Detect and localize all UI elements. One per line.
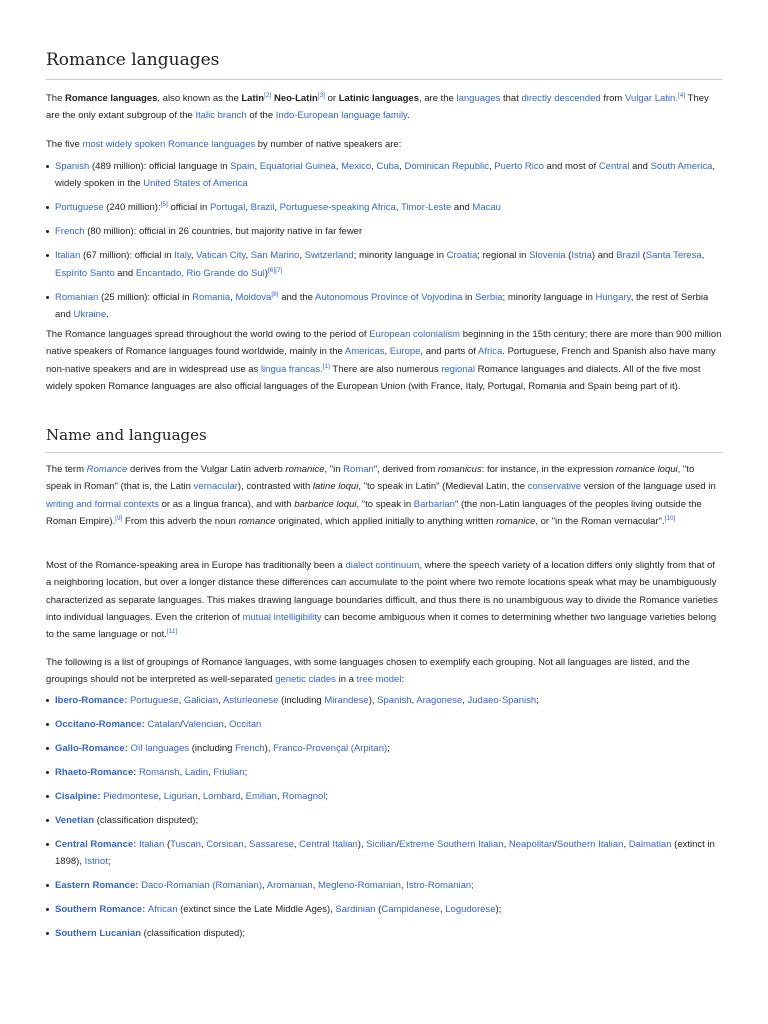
link-aragonese[interactable]: Aragonese <box>416 695 463 706</box>
text-run: , <box>274 202 280 214</box>
link-franco-proven-al-arpitan[interactable]: Franco-Provençal (Arpitan) <box>273 742 388 754</box>
text-run: , <box>335 161 342 172</box>
link-punct[interactable]: : <box>97 790 104 802</box>
link-italian[interactable]: Italian <box>138 838 165 850</box>
link-punct[interactable]: : <box>142 904 148 916</box>
link-encantado-rio-grande-do-sul[interactable]: Encantado, Rio Grande do Sul <box>135 267 265 279</box>
link-cisalpine[interactable]: Cisalpine <box>55 790 98 802</box>
link-esp-rito-santo[interactable]: Espírito Santo <box>55 267 115 279</box>
bold-term: Latin <box>241 93 265 104</box>
text-run: , <box>462 695 468 706</box>
link-spanish[interactable]: Spanish <box>377 695 412 706</box>
link-asturleonese[interactable]: Asturleonese <box>222 695 279 706</box>
text-run: , <box>395 202 401 214</box>
text-run: , also known as the <box>157 93 242 104</box>
list-item <box>46 158 722 193</box>
link-friulian[interactable]: Friulian <box>213 766 245 778</box>
text-run: ; <box>387 742 390 754</box>
intro-paragraph-2 <box>46 136 722 153</box>
speaker-list <box>46 158 722 330</box>
link-punct[interactable]: : <box>124 695 130 706</box>
link-portuguese[interactable]: Portuguese <box>55 202 104 214</box>
text-run: ), contrasted with <box>237 481 313 493</box>
text-run: , <box>399 161 405 172</box>
text-run: official in <box>167 202 210 214</box>
list-item <box>46 764 722 781</box>
text-run: ); <box>495 904 502 916</box>
link-ligurian[interactable]: Ligurian <box>163 790 198 802</box>
text-run: , <box>240 790 246 802</box>
link-lombard[interactable]: Lombard <box>202 790 241 802</box>
link-central-romance[interactable]: Central Romance <box>55 838 134 850</box>
link-neapolitan[interactable]: Neapolitan <box>508 838 555 850</box>
citation-ref[interactable]: [4] <box>677 91 686 99</box>
link-mexico[interactable]: Mexico <box>341 161 372 172</box>
text-run: , "to speak in <box>356 498 414 510</box>
link-dialect-continuum[interactable]: dialect continuum <box>345 560 420 571</box>
link-central-italian[interactable]: Central Italian <box>299 838 358 850</box>
text-run: The <box>46 93 66 104</box>
link-punct[interactable]: . <box>320 363 323 375</box>
text-run: ; regional in <box>477 250 530 262</box>
text-run: can become ambiguous when it comes to determining whether two language varieties belong to the same language or not. <box>46 611 717 641</box>
text-run: / <box>554 838 557 850</box>
link-gallo-romance[interactable]: Gallo-Romance <box>55 742 125 754</box>
text-run: , <box>178 695 184 706</box>
text-run: from <box>600 93 625 104</box>
text-run: of the <box>246 110 276 122</box>
link-dalmatian[interactable]: Dalmatian <box>628 838 672 850</box>
text-run: and <box>114 267 136 279</box>
link-puerto-rico[interactable]: Puerto Rico <box>494 161 544 172</box>
link-africa[interactable]: Africa <box>478 346 503 358</box>
link-americas[interactable]: Americas <box>344 346 385 358</box>
text-run: They are the only extant subgroup of the <box>46 93 709 122</box>
link-lingua-francas[interactable]: lingua francas <box>260 363 321 375</box>
list-item <box>46 925 722 942</box>
link-regional[interactable]: regional <box>441 363 476 375</box>
text-run: (240 million): <box>103 202 161 214</box>
etymology-paragraph <box>46 461 722 530</box>
link-cuba[interactable]: Cuba <box>376 161 400 172</box>
text-run: , <box>243 838 249 850</box>
text-run: and most of <box>543 161 599 172</box>
italic-term: romanicus <box>437 464 482 475</box>
link-slovenia[interactable]: Slovenia <box>529 250 566 262</box>
link-extreme-southern-italian[interactable]: Extreme Southern Italian <box>399 838 504 850</box>
link-logudorese[interactable]: Logudorese <box>445 904 496 916</box>
link-croatia[interactable]: Croatia <box>446 250 478 262</box>
text-run: , <box>371 161 377 172</box>
text-run: ( <box>375 904 382 916</box>
link-punct[interactable]: : <box>124 742 131 754</box>
text-run: , <box>197 790 203 802</box>
link-romanian[interactable]: Romanian <box>55 291 99 303</box>
text-run: Most of the Romance-speaking area in Europe has traditionally been a <box>46 560 346 571</box>
text-run: beginning in the 15th century; there are more than 900 million native speakers of Romance languages found worldwide, mainly in the <box>46 329 722 358</box>
link-ladin[interactable]: Ladin <box>184 766 209 778</box>
italic-term: romanice <box>496 515 536 527</box>
text-run: (extinct since the Late Middle Ages), <box>177 904 336 916</box>
text-run: , <box>439 904 446 916</box>
link-punct[interactable]: : <box>141 718 148 730</box>
link-languages[interactable]: languages <box>456 93 501 104</box>
link-rhaeto-romance[interactable]: Rhaeto-Romance <box>55 766 134 778</box>
link-portuguese[interactable]: Portuguese <box>129 695 179 706</box>
link-campidanese[interactable]: Campidanese <box>381 904 440 916</box>
link-venetian[interactable]: Venetian <box>55 814 95 826</box>
list-item <box>46 223 722 240</box>
text-run: , <box>411 695 417 706</box>
text-run: (67 million): official in <box>80 250 175 262</box>
citation-ref[interactable]: [11] <box>166 628 178 636</box>
link-roman[interactable]: Roman <box>343 464 374 475</box>
link-autonomous-province-of-vojvodina[interactable]: Autonomous Province of Vojvodina <box>315 291 463 303</box>
link-istria[interactable]: Istria <box>571 250 592 262</box>
link-southern-lucanian[interactable]: Southern Lucanian <box>55 928 142 940</box>
link-ukraine[interactable]: Ukraine <box>73 308 107 320</box>
bold-term: Romance languages <box>65 93 158 104</box>
intro-paragraph <box>46 90 722 125</box>
link-emilian[interactable]: Emilian <box>245 790 277 802</box>
text-run: , widely spoken in the <box>55 161 716 190</box>
text-run: / <box>180 718 183 730</box>
link-writing-and-formal-contexts[interactable]: writing and formal contexts <box>46 498 159 510</box>
text-run: , <box>701 250 705 262</box>
link-barbarian[interactable]: Barbarian <box>413 498 455 510</box>
link-vatican-city[interactable]: Vatican City <box>196 250 246 262</box>
link-dominican-republic[interactable]: Dominican Republic <box>404 161 489 172</box>
text-run: . <box>106 308 109 320</box>
spread-paragraph <box>46 326 722 395</box>
link-genetic-clades[interactable]: genetic clades <box>275 674 336 686</box>
text-run: , and parts of <box>420 346 478 358</box>
text-run: (classification disputed); <box>141 928 246 940</box>
list-item <box>46 716 722 733</box>
link-valencian[interactable]: Valencian <box>182 718 224 730</box>
link-vulgar-latin[interactable]: Vulgar Latin <box>624 93 676 104</box>
text-run: ; <box>536 695 539 706</box>
link-spanish[interactable]: Spanish <box>55 161 90 172</box>
link-punct[interactable]: : <box>135 880 142 892</box>
text-run: : <box>401 674 405 686</box>
text-run: (25 million): official in <box>98 291 193 303</box>
text-run: (classification disputed); <box>94 814 199 826</box>
link-united-states-of-america[interactable]: United States of America <box>143 178 248 190</box>
text-run: The Romance languages spread throughout the world owing to the period of <box>46 329 370 340</box>
text-run: derives from the Vulgar Latin adverb <box>127 464 286 475</box>
link-punct[interactable]: . <box>675 93 678 104</box>
text-run: (including <box>189 742 236 754</box>
text-run: version of the language used in <box>581 481 716 493</box>
link-italic-branch[interactable]: Italic branch <box>195 110 247 122</box>
link-european-colonialism[interactable]: European colonialism <box>369 329 461 340</box>
link-south-america[interactable]: South America <box>650 161 713 172</box>
link-equatorial-guinea[interactable]: Equatorial Guinea <box>259 161 336 172</box>
link-daco-romanian-romanian[interactable]: Daco-Romanian (Romanian) <box>141 880 262 892</box>
text-run: ), <box>368 695 378 706</box>
italic-term: romanice <box>285 464 325 475</box>
text-run: originated, which applied initially to anything written <box>275 515 497 527</box>
italic-term: latine loqui <box>312 481 359 493</box>
text-run: , <box>503 838 509 850</box>
citation-ref[interactable]: [3] <box>317 91 325 99</box>
text-run: , <box>312 880 318 892</box>
text-run: , "to speak in Latin" (Medieval Latin, the <box>358 481 528 493</box>
section-heading-name-and-languages: Name and languages <box>46 426 207 444</box>
link-romania[interactable]: Romania <box>192 291 231 303</box>
link-indo-european-language-family[interactable]: Indo-European language family <box>275 110 408 122</box>
link-central[interactable]: Central <box>598 161 630 172</box>
text-run: The five <box>46 139 83 150</box>
link-romance[interactable]: Romance <box>86 464 128 475</box>
link-moldova[interactable]: Moldova <box>235 291 272 303</box>
text-run: . <box>407 110 410 122</box>
italic-term: romanice loqui <box>615 464 678 475</box>
link-tree-model[interactable]: tree model <box>356 674 402 686</box>
link-punct[interactable]: ; <box>471 880 474 892</box>
bold-term: Neo-Latin <box>273 93 318 104</box>
link-timor-leste[interactable]: Timor-Leste <box>400 202 452 214</box>
text-run: " (the non-Latin languages of the peoples living outside the Roman Empire). <box>46 498 702 527</box>
text-run: in a <box>335 674 357 686</box>
link-piedmontese[interactable]: Piedmontese <box>103 790 159 802</box>
link-portuguese-speaking-africa[interactable]: Portuguese-speaking Africa <box>279 202 396 214</box>
text-run: and <box>629 161 651 172</box>
text-run: , <box>245 202 251 214</box>
list-item <box>46 247 722 282</box>
bold-term: Latinic languages <box>338 93 419 104</box>
text-run: ", derived from <box>373 464 438 475</box>
text-run: ; minority language in <box>502 291 596 303</box>
text-run: , <box>200 838 207 850</box>
link-san-marino[interactable]: San Marino <box>250 250 300 262</box>
list-item <box>46 788 722 805</box>
text-run: , <box>230 291 236 303</box>
link-serbia[interactable]: Serbia <box>475 291 503 303</box>
link-tuscan[interactable]: Tuscan <box>170 838 201 850</box>
groupings-intro-paragraph <box>46 654 722 689</box>
text-run: , <box>223 718 230 730</box>
text-run: . Portuguese, French and Spanish also have many non-native speakers and are in widespread use as <box>46 346 716 375</box>
text-run: ), <box>264 742 274 754</box>
text-run: , where the speech variety of a location differs only slightly from that of a neighboring location, but over a longer distance these differences can accumulate to the point where two remote locations speak what may be unambiguously characterized as separate languages. This makes drawing language boundaries difficult, and thus there is no unambiguous way to divide the Romance varieties into individual languages. Even the criterion of <box>46 560 718 623</box>
text-run: ), <box>357 838 367 850</box>
text-run: , <box>299 250 305 262</box>
link-aromanian[interactable]: Aromanian <box>266 880 313 892</box>
link-megleno-romanian[interactable]: Megleno-Romanian <box>318 880 401 892</box>
citation-ref[interactable]: [2] <box>264 91 272 99</box>
section-divider <box>46 452 722 453</box>
text-run: ) and <box>591 250 617 262</box>
text-run: (extinct in 1898), <box>55 838 715 868</box>
text-run: , or "in the Roman vernacular". <box>535 515 665 527</box>
link-italy[interactable]: Italy <box>174 250 191 262</box>
text-run: , <box>623 838 629 850</box>
text-run: , <box>384 346 390 358</box>
text-run: , <box>488 161 495 172</box>
link-southern-italian[interactable]: Southern Italian <box>556 838 624 850</box>
text-run: , <box>190 250 197 262</box>
text-run: , <box>276 790 283 802</box>
link-romagnol[interactable]: Romagnol <box>282 790 326 802</box>
link-directly-descended[interactable]: directly descended <box>521 93 601 104</box>
link-sicilian[interactable]: Sicilian <box>366 838 397 850</box>
list-item <box>46 901 722 918</box>
citation-ref[interactable]: [10] <box>664 514 676 522</box>
link-mutual-intelligibility[interactable]: mutual intelligibility <box>242 611 322 623</box>
text-run: From this adverb the noun <box>122 515 239 527</box>
text-run: , <box>254 161 260 172</box>
dialect-continuum-paragraph <box>46 557 722 643</box>
text-run: The following is a list of groupings of Romance languages, with some languages chosen to exemplify each grouping. Not all languages are listed, and the groupings should not be interpreted as well-separated <box>46 657 690 686</box>
link-corsican[interactable]: Corsican <box>206 838 244 850</box>
list-item <box>46 877 722 894</box>
link-sardinian[interactable]: Sardinian <box>335 904 376 916</box>
text-run: or <box>325 93 339 104</box>
page-title: Romance languages <box>46 50 220 70</box>
text-run: ( <box>639 250 646 262</box>
link-galician[interactable]: Galician <box>183 695 219 706</box>
citation-ref[interactable]: [5] <box>160 201 168 209</box>
text-run: (80 million): official in 26 countries, but majority native in far fewer <box>84 226 363 238</box>
link-santa-teresa[interactable]: Santa Teresa <box>645 250 702 262</box>
text-run: There are also numerous <box>329 363 442 375</box>
link-italian[interactable]: Italian <box>55 250 81 262</box>
link-french[interactable]: French <box>235 742 265 754</box>
link-vernacular[interactable]: vernacular <box>193 481 238 493</box>
text-run: ; <box>107 856 111 868</box>
link-brazil[interactable]: Brazil <box>250 202 275 214</box>
text-run: / <box>396 838 399 850</box>
link-african[interactable]: African <box>147 904 178 916</box>
text-run: , <box>218 695 223 706</box>
text-run: , <box>400 880 407 892</box>
link-portugal[interactable]: Portugal <box>209 202 246 214</box>
list-item <box>46 812 722 829</box>
link-sassarese[interactable]: Sassarese <box>249 838 294 850</box>
list-item <box>46 289 722 324</box>
text-run: (including <box>278 695 325 706</box>
link-spain[interactable]: Spain <box>230 161 255 172</box>
link-southern-romance[interactable]: Southern Romance <box>55 904 143 916</box>
text-run: , <box>293 838 300 850</box>
link-istro-romanian[interactable]: Istro-Romanian <box>406 880 472 892</box>
citation-ref[interactable]: [1] <box>322 362 330 370</box>
citation-ref[interactable]: [8] <box>271 290 279 298</box>
text-run: The term <box>46 464 87 475</box>
groupings-list <box>46 692 722 949</box>
link-romansh[interactable]: Romansh <box>138 766 180 778</box>
citation-ref[interactable]: [9] <box>115 514 123 522</box>
title-divider <box>46 79 722 80</box>
text-run: Romance languages and dialects. All of the five most widely spoken Romance languages are also official languages of the European Union (with France, Italy, Portugal, Romania and Spain being part of it). <box>46 363 701 392</box>
text-run: , the rest of Serbia and <box>55 291 709 320</box>
text-run: , <box>208 766 214 778</box>
link-punct[interactable]: : <box>133 766 139 778</box>
text-run: , <box>245 250 251 262</box>
link-most-widely-spoken-romance-languages[interactable]: most widely spoken Romance languages <box>82 139 256 150</box>
text-run: in <box>462 291 476 303</box>
link-mirandese[interactable]: Mirandese <box>324 695 369 706</box>
text-run: and <box>451 202 473 214</box>
list-item <box>46 199 722 216</box>
text-run: : for instance, in the expression <box>481 464 616 475</box>
text-run: , <box>158 790 164 802</box>
text-run: , "in <box>324 464 344 475</box>
link-hungary[interactable]: Hungary <box>595 291 631 303</box>
link-eastern-romance[interactable]: Eastern Romance <box>55 880 136 892</box>
text-run: by number of native speakers are: <box>255 139 402 150</box>
text-run: ) <box>264 267 268 279</box>
italic-term: barbarice loqui <box>294 498 357 510</box>
link-punct[interactable]: : <box>133 838 139 850</box>
list-item <box>46 692 722 709</box>
list-item <box>46 740 722 757</box>
text-run: or as a lingua franca), and with <box>159 498 295 510</box>
text-run: , <box>262 880 267 892</box>
citation-ref[interactable]: [6][7] <box>267 266 283 274</box>
text-run: and the <box>278 291 316 303</box>
link-europe[interactable]: Europe <box>389 346 421 358</box>
link-macau[interactable]: Macau <box>472 202 501 214</box>
text-run: ; <box>325 790 329 802</box>
link-switzerland[interactable]: Switzerland <box>304 250 354 262</box>
text-run: , <box>179 766 185 778</box>
link-brazil[interactable]: Brazil <box>616 250 640 262</box>
link-istriot[interactable]: Istriot <box>84 856 108 868</box>
link-french[interactable]: French <box>55 226 85 238</box>
text-run: , "to speak in Roman" (that is, the Latin <box>46 464 695 493</box>
link-conservative[interactable]: conservative <box>527 481 582 493</box>
link-catalan[interactable]: Catalan <box>147 718 181 730</box>
text-run: , are the <box>418 93 457 104</box>
italic-term: romance <box>238 515 276 527</box>
text-run: ( <box>565 250 572 262</box>
link-judaeo-spanish[interactable]: Judaeo-Spanish <box>467 695 537 706</box>
text-run: (489 million): official language in <box>89 161 231 172</box>
link-o-l-languages[interactable]: Oïl languages <box>130 742 190 754</box>
list-item <box>46 836 722 871</box>
text-run: that <box>500 93 522 104</box>
text-run: ; minority language in <box>353 250 447 262</box>
text-run: ( <box>164 838 171 850</box>
text-run: ; <box>244 766 248 778</box>
link-ibero-romance[interactable]: Ibero-Romance <box>55 695 125 706</box>
link-occitano-romance[interactable]: Occitano-Romance <box>55 718 142 730</box>
link-occitan[interactable]: Occitan <box>229 718 262 730</box>
